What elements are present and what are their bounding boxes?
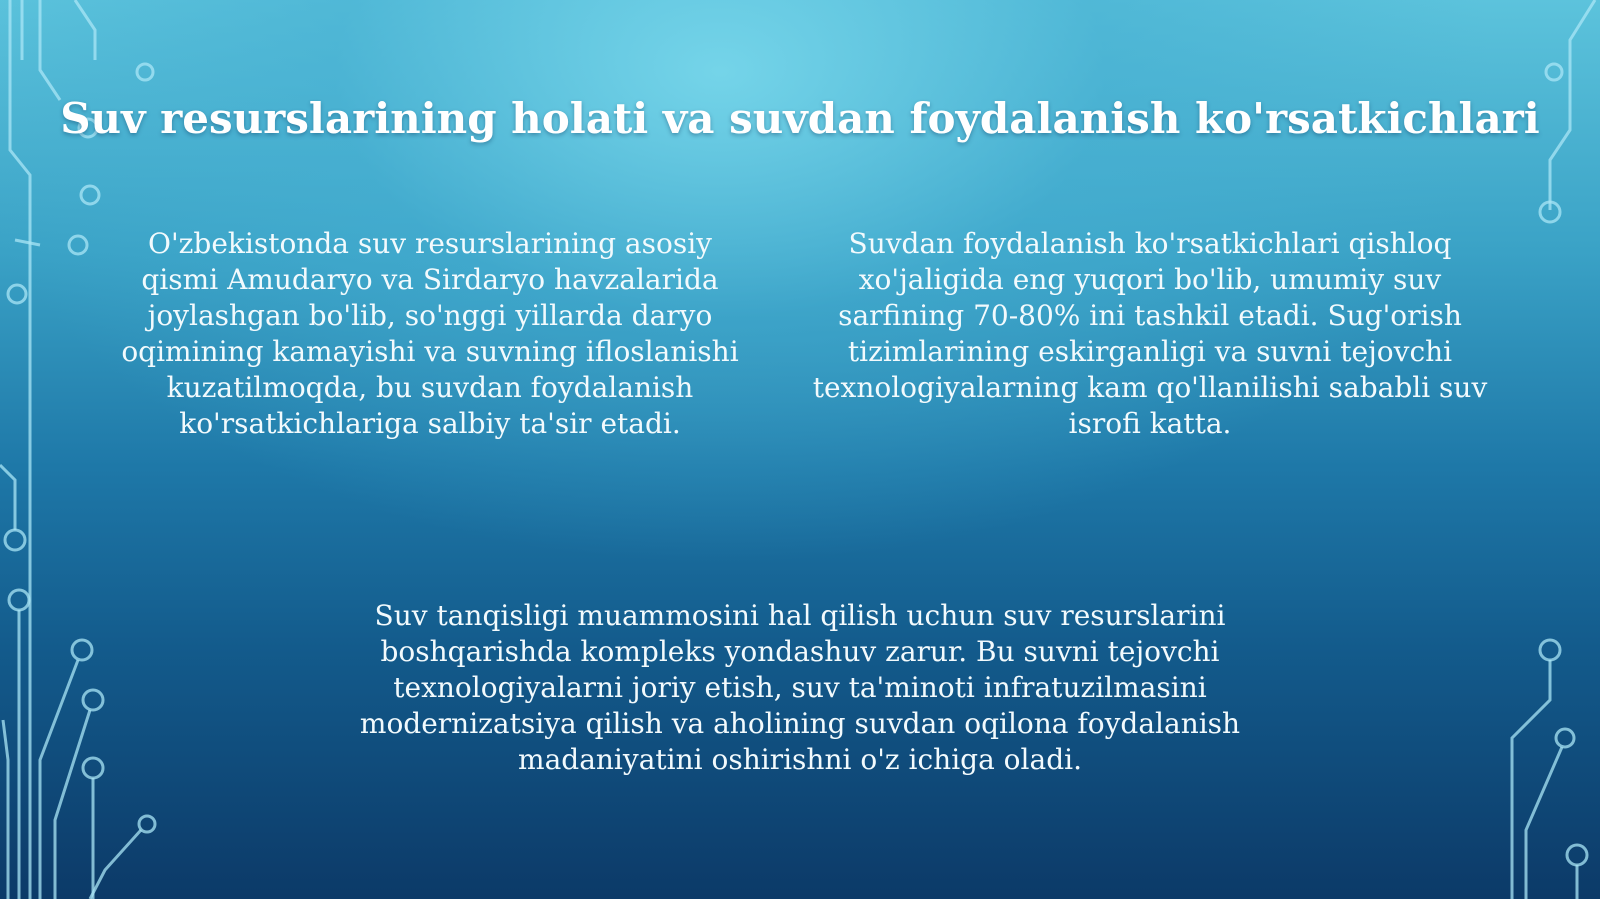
paragraph-water-management-solutions: Suv tanqisligi muammosini hal qilish uchun suv resurslarini boshqarishda kompleks yondashuv zarur. Bu suvni tejovchi texnologiyalarni joriy etish, suv ta'minoti infratuzilmasini modernizatsiya qilish va aholining suvdan oqilona foydalanish madaniyatini oshirishni o'z ichiga oladi.: [359, 599, 1241, 776]
paragraph-water-resources-state: O'zbekistonda suv resurslarining asosiy qismi Amudaryo va Sirdaryo havzalarida joylashgan bo'lib, so'nggi yillarda daryo oqimining kamayishi va suvning ifloslanishi kuzatilmoqda, bu suvdan foydalanish ko'rsatkichlariga salbiy ta'sir etadi.: [121, 227, 739, 440]
slide-title: Suv resurslarining holati va suvdan foydalanish ko'rsatkichlari: [60, 94, 1540, 144]
paragraph-water-usage-indicators: Suvdan foydalanish ko'rsatkichlari qishloq xo'jaligida eng yuqori bo'lib, umumiy suv sarfining 70-80% ini tashkil etadi. Sug'orish tizimlarining eskirganligi va suvni tejovchi texnologiyalarning kam qo'llanilishi sababli suv isrofi katta.: [812, 227, 1488, 440]
